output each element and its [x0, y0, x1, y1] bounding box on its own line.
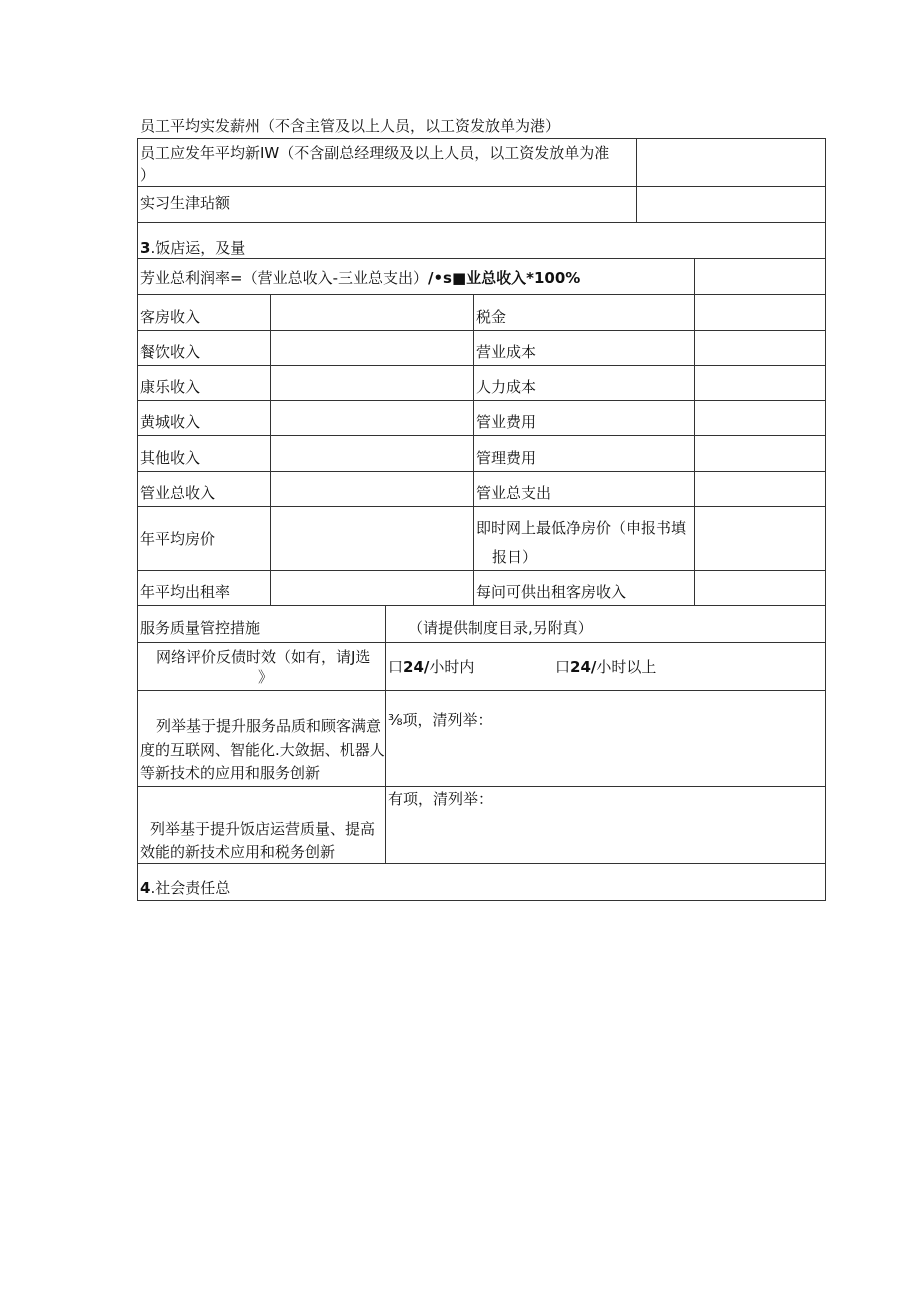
review-response-label: 网络评价反债时效（如有，请J选 [156, 648, 371, 666]
labor-cost-label: 人力成本 [476, 378, 537, 396]
online-min-price-label: 即时网上最低净房价（申报书填 [476, 519, 687, 537]
recreation-revenue-label: 康乐收入 [140, 378, 201, 396]
col-divider [636, 138, 637, 222]
online-min-price-label-cont: 报日） [492, 548, 538, 566]
row-divider [137, 186, 826, 187]
tax-label: 税金 [476, 308, 507, 326]
row-divider [137, 605, 826, 606]
revpar-label: 每问可供出租客房收入 [476, 583, 627, 601]
innovation-ops-label-l2: 效能的新技术应用和税务创新 [140, 843, 336, 861]
innovation-service-value: ⅜项，清列举： [388, 711, 493, 729]
innovation-ops-label: 列举基于提升饭店运营质量、提高 [150, 820, 376, 838]
innovation-service-label-l2: 度的互联网、智能化.大敛据、机器人 [140, 741, 385, 759]
page-heading: 员工平均实发薪州（不含主管及以上人员，以工资发放单为港） [140, 117, 561, 135]
row-divider [137, 222, 826, 223]
section-4-title: 4.社会责任总 [140, 879, 231, 897]
innovation-service-label: 列举基于提升服务品质和顾客满意 [156, 717, 382, 735]
row-divider [137, 471, 826, 472]
admin-expense-label: 管理费用 [476, 449, 537, 467]
row-divider [137, 642, 826, 643]
section-3-title: 3.饭店运，及量 [140, 239, 246, 257]
avg-salary-label: 员工应发年平均新IW（不含副总经理级及以上人员，以工资发放单为准 [140, 144, 610, 162]
col-divider [270, 294, 271, 605]
innovation-service-label-l3: 等新技术的应用和服务创新 [140, 764, 321, 782]
col-divider [694, 258, 695, 605]
avg-salary-label-cont: ） [140, 166, 156, 184]
innovation-ops-value: 有项，清列举： [388, 790, 494, 808]
row-divider [137, 786, 826, 787]
table-border-left [137, 138, 138, 900]
profit-formula: 芳业总利润率=（营业总收入-三业总支出）/•s■业总收入*100% [140, 269, 581, 287]
row-divider [137, 506, 826, 507]
col-divider [385, 605, 386, 863]
row-divider [137, 258, 826, 259]
row-divider [137, 570, 826, 571]
option-over-24h[interactable]: 口24/小时以上 [555, 658, 657, 676]
review-response-label-cont: 》 [258, 668, 274, 686]
row-divider [137, 863, 826, 864]
checkbox-icon: 口 [388, 658, 404, 676]
row-divider [137, 330, 826, 331]
total-revenue-label: 管业总收入 [140, 484, 216, 502]
other-revenue-label: 其他收入 [140, 449, 201, 467]
fnb-revenue-label: 餐饮收入 [140, 343, 201, 361]
avg-room-rate-label: 年平均房价 [140, 530, 216, 548]
row-divider [137, 365, 826, 366]
quality-control-label: 服务质量管控措施 [140, 619, 261, 637]
row-divider [137, 294, 826, 295]
operating-expense-label: 管业费用 [476, 413, 537, 431]
occupancy-rate-label: 年平均出租率 [140, 583, 231, 601]
table-border-right [825, 138, 826, 900]
operating-cost-label: 营业成本 [476, 343, 537, 361]
checkbox-icon: 口 [555, 658, 571, 676]
row-divider [137, 435, 826, 436]
shop-revenue-label: 黄城收入 [140, 413, 201, 431]
option-within-24h[interactable]: 口24/小时内 [388, 658, 475, 676]
quality-control-note: （请提供制度目录,另附真） [408, 619, 593, 637]
col-divider [473, 294, 474, 605]
intern-allowance-label: 实习生津玷额 [140, 194, 231, 212]
room-revenue-label: 客房收入 [140, 308, 201, 326]
row-divider [137, 690, 826, 691]
row-divider [137, 400, 826, 401]
table-border-bottom [137, 900, 826, 901]
total-expense-label: 管业总支出 [476, 484, 552, 502]
table-border-top [137, 138, 826, 139]
